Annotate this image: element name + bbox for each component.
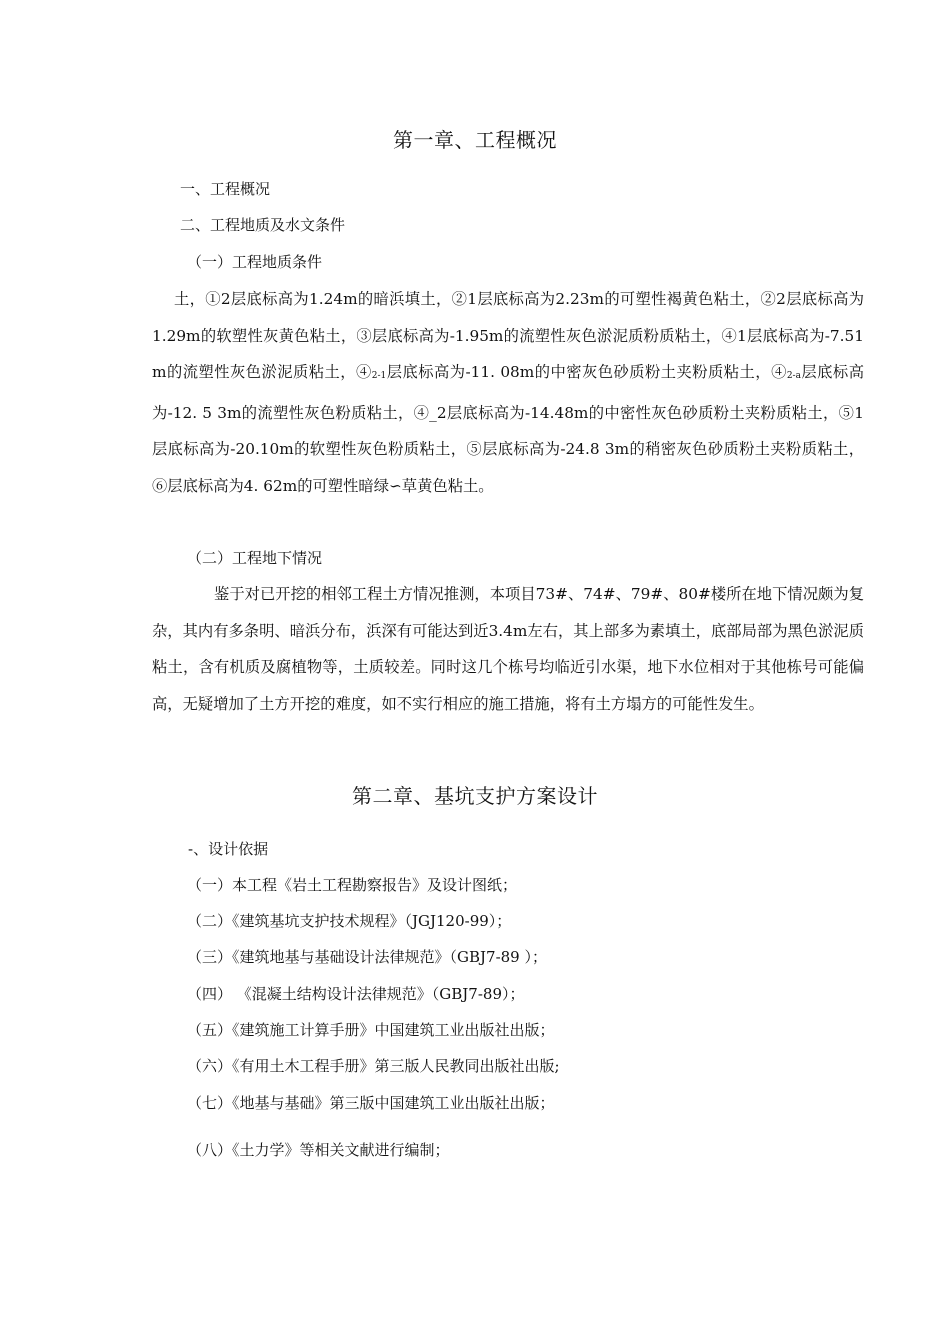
reference-item: （八）《土力学》等相关文献进行编制； [187, 1141, 450, 1159]
section-geology-hydrology: 二、工程地质及水文条件 [180, 216, 346, 234]
reference-item: （四） 《混凝土结构设计法律规范》（GBJ7-89）； [187, 985, 525, 1003]
reference-item: （六）《有用土木工程手册》第三版人民教同出版社出版; [187, 1057, 560, 1075]
reference-item: （一）本工程《岩土工程勘察报告》及设计图纸； [187, 876, 518, 894]
reference-item: （二）《建筑基坑支护技术规程》（JGJ120-99）； [187, 912, 512, 930]
reference-item: （七）《地基与基础》第三版中国建筑工业出版社出版； [187, 1094, 555, 1112]
subsection-underground: （二）工程地下情况 [187, 549, 323, 567]
geology-subscript-2: 2-a [786, 371, 801, 382]
reference-item: （三）《建筑地基与基础设计法律规范》（GBJ7-89 ）； [187, 948, 547, 966]
chapter1-title: 第一章、工程概况 [393, 128, 557, 152]
geology-subscript-1: 2-1 [371, 371, 387, 382]
geology-text-part1: 土，①2层底标高为1.24m的暗浜填土，②1层底标高为2.23m的可塑性褐黄色粘土，②2层底标高为1.29m的软塑性灰黄色粘土，③层底标高为-1.95m的流塑性灰色淤泥质粉质粘土，④1层底标高为-7.51m的流塑性灰色淤泥质粘土，④ [152, 290, 864, 382]
geology-text-part3: 层底标高为-12. 5 3m的流塑性灰色粉质粘土，④_2层底标高为-14.48m的中密性灰色砂质粉土夹粉质粘土，⑤1层底标高为-20.10m的软塑性灰色粉质粘土，⑤层底标高为-24.8 3m的稍密灰色砂质粉土夹粉质粘土，⑥层底标高为4. 62m的可塑性暗绿∽草黄色粘土。 [152, 363, 864, 495]
geology-paragraph [152, 281, 864, 505]
subsection-geology-conditions: （一）工程地质条件 [187, 253, 323, 271]
chapter2-title: 第二章、基坑支护方案设计 [352, 784, 598, 808]
reference-item: （五）《建筑施工计算手册》中国建筑工业出版社出版； [187, 1021, 555, 1039]
section-project-overview: 一、工程概况 [180, 180, 271, 198]
section-design-basis: -、设计依据 [188, 840, 269, 858]
underground-paragraph: 鉴于对已开挖的相邻工程土方情况推测，本项目73#、74#、79#、80#楼所在地下情况颇为复杂，其内有多条明、暗浜分布，浜深有可能达到近3.4m左右，其上部多为素填土，底部局部为黑色淤泥质粘土，含有机质及腐植物等，土质较差。同时这几个栋号均临近引水渠，地下水位相对于其他栋号可能偏高，无疑增加了土方开挖的难度，如不实行相应的施工措施，将有土方塌方的可能性发生。 [152, 585, 864, 713]
geology-text-part2: 层底标高为-11. 08m的中密灰色砂质粉土夹粉质粘土，④ [386, 363, 787, 382]
